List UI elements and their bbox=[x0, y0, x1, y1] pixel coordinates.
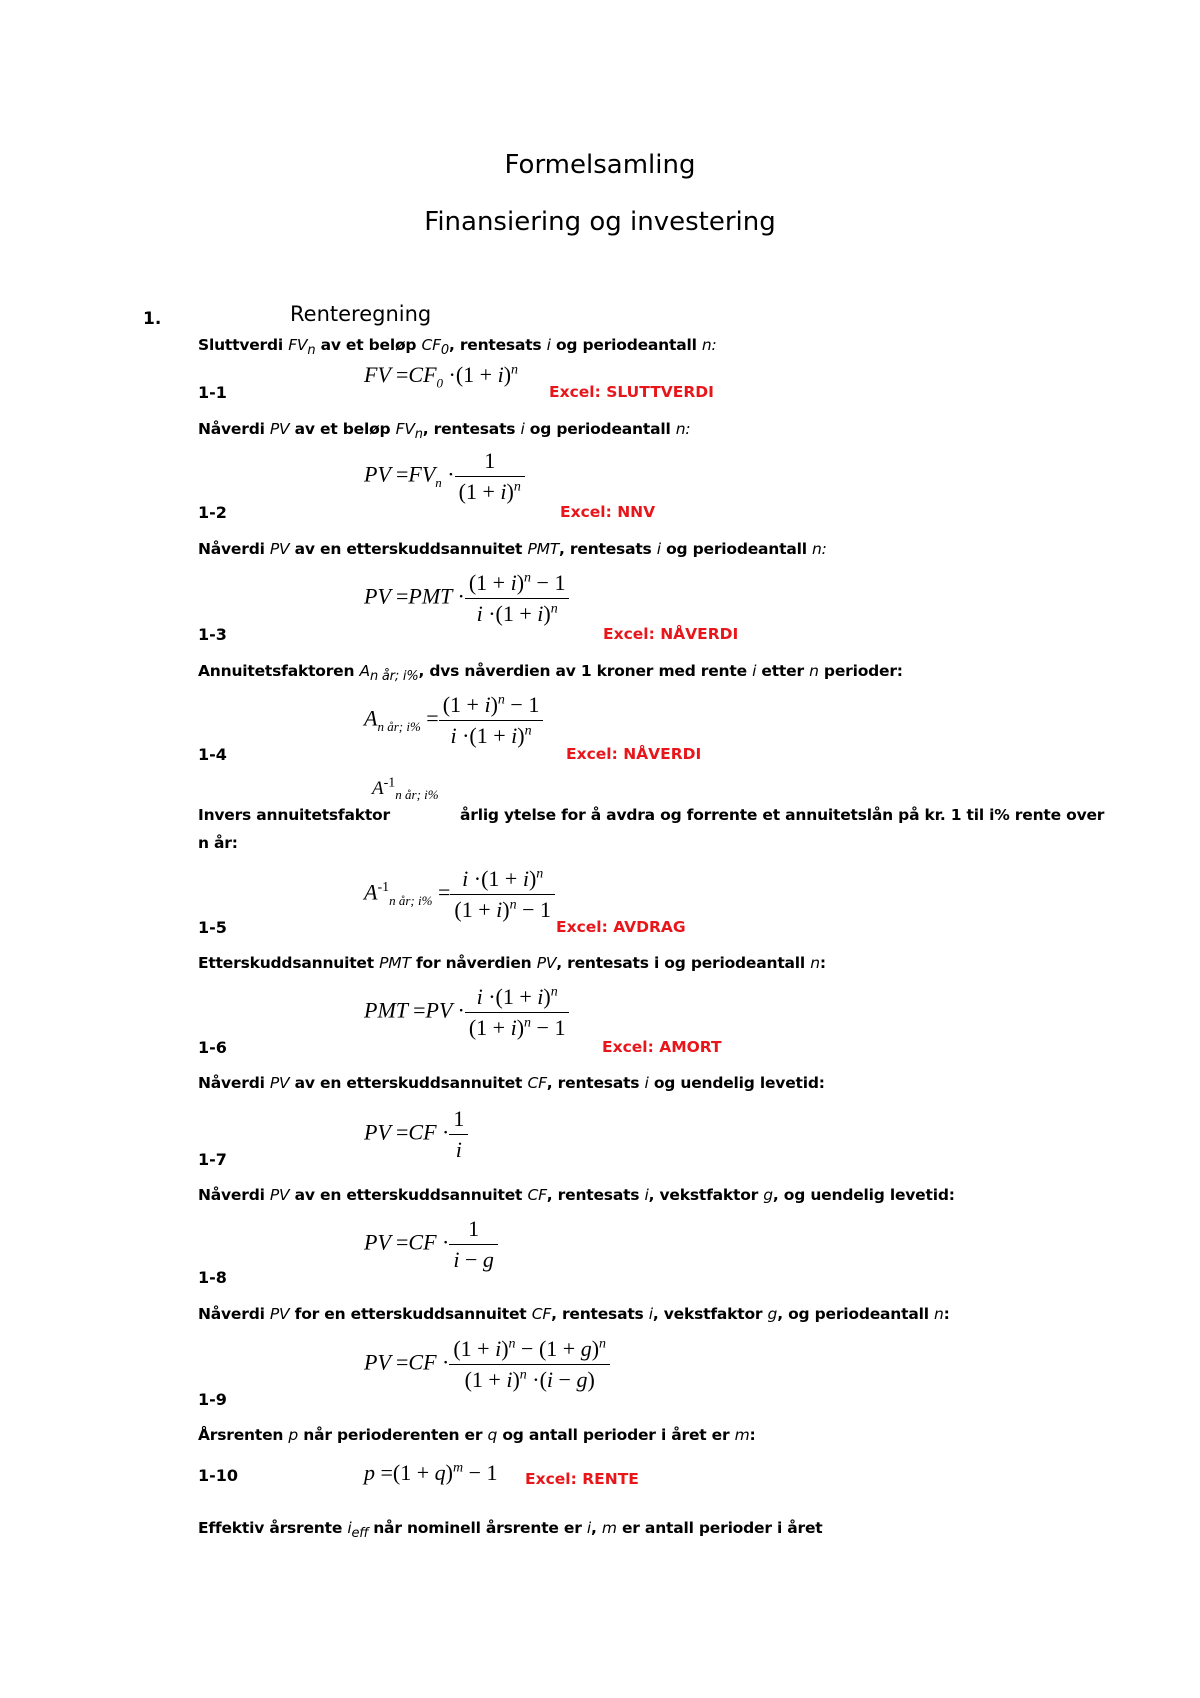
formula-description: Invers annuitetsfaktor bbox=[198, 806, 390, 824]
formula-1-4: $A_{n år; i\%}$ = $\frac{(1 + i)^n - 1}{i \cdot(1 + i)^n}$ bbox=[364, 692, 543, 749]
formula-1-9: PV =CF · $\frac{(1 + i)^n - (1 + g)^n}{(1 + i)^n \cdot(i - g)}$ bbox=[364, 1336, 610, 1393]
excel-function-label: Excel: SLUTTVERDI bbox=[549, 383, 714, 401]
formula-description: Nåverdi PV av en etterskuddsannuitet CF, rentesats i og uendelig levetid: bbox=[198, 1074, 825, 1092]
formula-number: 1-7 bbox=[198, 1150, 227, 1169]
formula-1-1: FV $=CF_0 \cdot(1 + i)^n$ bbox=[364, 362, 519, 391]
section-title: Renteregning bbox=[290, 302, 432, 326]
formula-number: 1-10 bbox=[198, 1466, 239, 1485]
formula-description: Sluttverdi $FV_n$ av et beløp $CF_0$, rentesats i og periodeantall n: bbox=[198, 336, 717, 359]
formula-1-3: PV =PMT · $\frac{(1 + i)^n - 1}{i \cdot(1 + i)^n}$ bbox=[364, 570, 569, 627]
formula-1-5: $A^{-1}_{n år; i\%}$ = $\frac{i \cdot(1 + i)^n}{(1 + i)^n - 1}$ bbox=[364, 866, 555, 923]
formula-1-10: $p =(1 + q)^m - 1$ bbox=[364, 1460, 498, 1485]
formula-number: 1-9 bbox=[198, 1390, 227, 1409]
formula-description: Etterskuddsannuitet PMT for nåverdien PV, rentesats i og periodeantall n: bbox=[198, 954, 826, 972]
formula-description: Årsrenten p når perioderenten er q og antall perioder i året er m: bbox=[198, 1426, 756, 1444]
inverse-annuity-symbol: $A^{-1}_{n år; i\%}$ bbox=[372, 775, 439, 802]
excel-function-label: Excel: AVDRAG bbox=[556, 918, 686, 936]
formula-number: 1-4 bbox=[198, 745, 227, 764]
excel-function-label: Excel: RENTE bbox=[525, 1470, 639, 1488]
formula-number: 1-5 bbox=[198, 918, 227, 937]
formula-1-2: PV $=FV_n$ · $\frac{1}{(1 + i)^n}$ bbox=[364, 448, 525, 505]
formula-description: Nåverdi PV av en etterskuddsannuitet CF, rentesats i, vekstfaktor g, og uendelig levetid: bbox=[198, 1186, 955, 1204]
formula-1-6: PMT =PV · $\frac{i \cdot(1 + i)^n}{(1 + i)^n - 1}$ bbox=[364, 984, 569, 1041]
formula-1-8: PV =CF · $\frac{1}{i - g}$ bbox=[364, 1216, 498, 1273]
excel-function-label: Excel: AMORT bbox=[602, 1038, 722, 1056]
formula-number: 1-1 bbox=[198, 383, 227, 402]
formula-description: Nåverdi PV for en etterskuddsannuitet CF, rentesats i, vekstfaktor g, og periodeantall n: bbox=[198, 1305, 950, 1323]
formula-description-line2: n år: bbox=[198, 834, 238, 852]
excel-function-label: Excel: NÅVERDI bbox=[603, 625, 739, 643]
formula-description: Nåverdi PV av et beløp $FV_n$, rentesats i og periodeantall n: bbox=[198, 420, 691, 443]
document-title: Formelsamling bbox=[504, 150, 696, 180]
excel-function-label: Excel: NÅVERDI bbox=[566, 745, 702, 763]
formula-number: 1-6 bbox=[198, 1038, 227, 1057]
formula-description: Nåverdi PV av en etterskuddsannuitet PMT, rentesats i og periodeantall n: bbox=[198, 540, 827, 558]
formula-1-7: PV =CF · $\frac{1}{i}$ bbox=[364, 1106, 468, 1163]
formula-number: 1-3 bbox=[198, 625, 227, 644]
formula-number: 1-2 bbox=[198, 503, 227, 522]
formula-description: Effektiv årsrente $i_{eff}$ når nominell årsrente er i, m er antall perioder i året bbox=[198, 1519, 823, 1542]
excel-function-label: Excel: NNV bbox=[560, 503, 656, 521]
formula-description: Annuitetsfaktoren $A_{n år; i\%}$, dvs nåverdien av 1 kroner med rente i etter n perioder: bbox=[198, 662, 903, 685]
section-number: 1. bbox=[143, 309, 162, 329]
formula-description-cont: årlig ytelse for å avdra og forrente et annuitetslån på kr. 1 til i% rente over bbox=[460, 806, 1105, 824]
formula-number: 1-8 bbox=[198, 1268, 227, 1287]
document-subtitle: Finansiering og investering bbox=[424, 207, 776, 237]
